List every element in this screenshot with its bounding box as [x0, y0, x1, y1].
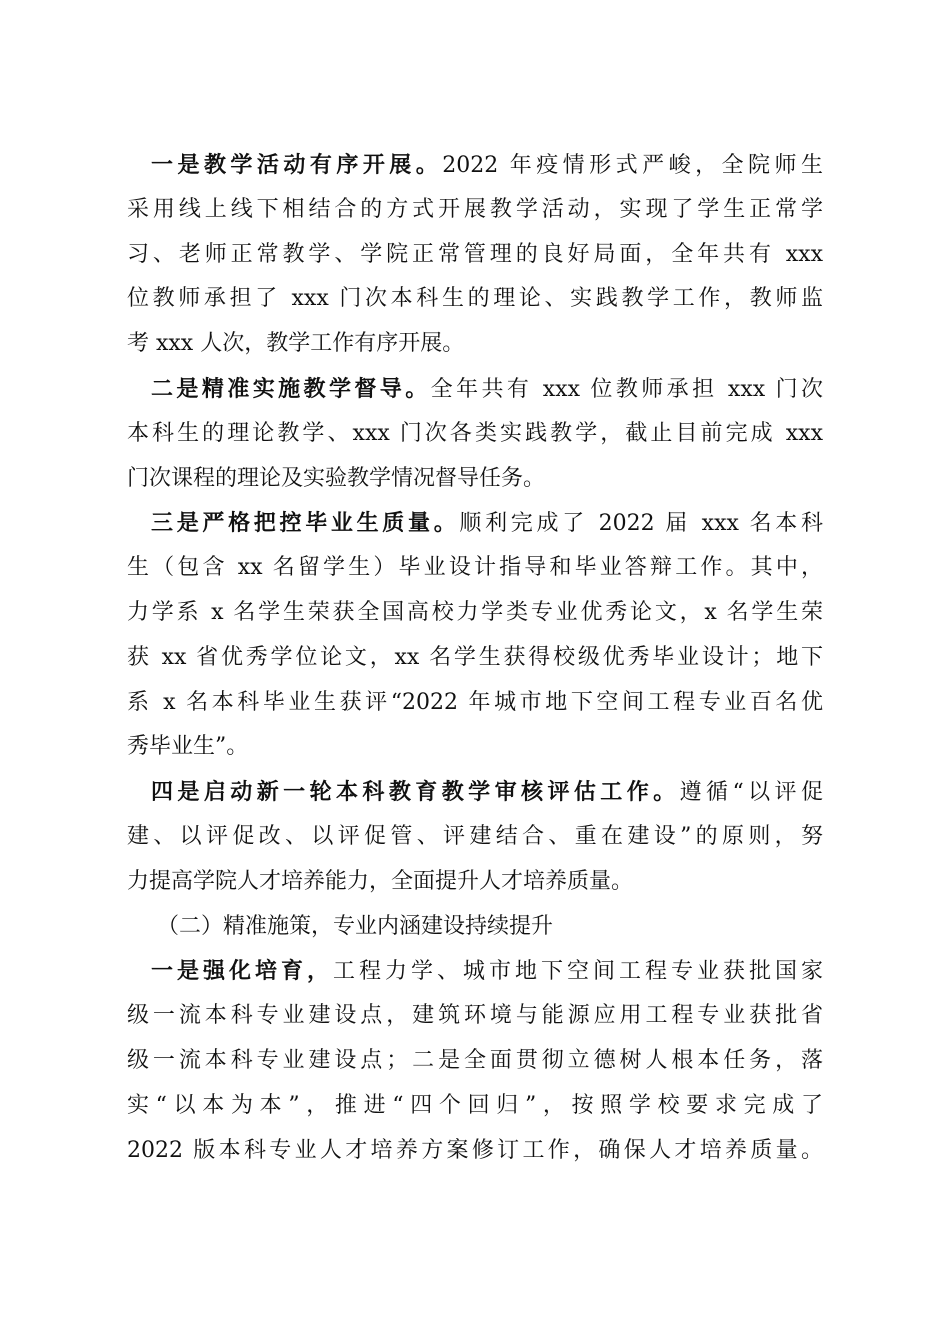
text-line — [127, 501, 823, 546]
text: 2022 年疫情形式严峻，全院师生 — [442, 153, 823, 178]
paragraph-lead: 一是强化培育， — [151, 958, 333, 985]
text-line: 考 xxx 人次，教学工作有序开展。 — [127, 331, 465, 357]
text-line — [127, 367, 823, 412]
paragraph-audit-evaluation — [127, 770, 823, 904]
text-line — [127, 143, 823, 188]
paragraph-lead: 四是启动新一轮本科教育教学审核评估工作。 — [151, 779, 680, 806]
text-line: 获 xx 省优秀学位论文，xx 名学生获得校级优秀毕业设计；地下 — [127, 644, 823, 670]
text: 工程力学、城市地下空间工程专业获批国家 — [333, 959, 823, 985]
text-line: 力学系 x 名学生荣获全国高校力学类专业优秀论文，x 名学生荣 — [127, 599, 823, 625]
text-line: 2022 版本科专业人才培养方案修订工作，确保人才培养质量。 — [127, 1137, 823, 1163]
paragraph-graduate-quality — [127, 501, 823, 770]
section-heading: （二）精准施策，专业内涵建设持续提升 — [157, 913, 554, 939]
paragraph-major-construction — [127, 949, 823, 1173]
text-line: 采用线上线下相结合的方式开展教学活动，实现了学生正常学 — [127, 196, 823, 222]
paragraph-lead: 三是严格把控毕业生质量。 — [151, 510, 460, 537]
text-line: 力提高学院人才培养能力，全面提升人才培养质量。 — [127, 868, 634, 894]
text: 顺利完成了 2022 届 xxx 名本科 — [459, 511, 823, 537]
text-line: 生（包含 xx 名留学生）毕业设计指导和毕业答辩工作。其中， — [127, 555, 823, 581]
text-line: 门次课程的理论及实验教学情况督导任务。 — [127, 465, 546, 491]
paragraph-teaching-activities — [127, 143, 823, 367]
text-line: 实“以本为本”，推进“四个回归”，按照学校要求完成了 — [127, 1092, 823, 1118]
text-line: 级一流本科专业建设点；二是全面贯彻立德树人根本任务，落 — [127, 1047, 823, 1073]
text-line: 建、以评促改、以评促管、评建结合、重在建设”的原则，努 — [127, 823, 823, 849]
paragraph-teaching-supervision — [127, 367, 823, 501]
text-line: 秀毕业生”。 — [127, 734, 249, 760]
text-line: 级一流本科专业建设点，建筑环境与能源应用工程专业获批省 — [127, 1003, 823, 1029]
text-line: 系 x 名本科毕业生获评“2022 年城市地下空间工程专业百名优 — [127, 689, 823, 715]
text-line — [127, 770, 823, 815]
text-line — [127, 949, 823, 994]
paragraph-lead: 一是教学活动有序开展。 — [151, 152, 443, 178]
text: 全年共有 xxx 位教师承担 xxx 门次 — [430, 376, 823, 402]
document-body — [127, 143, 823, 1173]
text-line: 位教师承担了 xxx 门次本科生的理论、实践教学工作，教师监 — [127, 286, 823, 312]
text: 遵循“以评促 — [679, 780, 823, 806]
paragraph-lead: 二是精准实施教学督导。 — [151, 375, 431, 402]
text-line: 习、老师正常教学、学院正常管理的良好局面，全年共有 xxx — [127, 241, 823, 267]
text-line: 本科生的理论教学、xxx 门次各类实践教学，截止目前完成 xxx — [127, 420, 823, 446]
